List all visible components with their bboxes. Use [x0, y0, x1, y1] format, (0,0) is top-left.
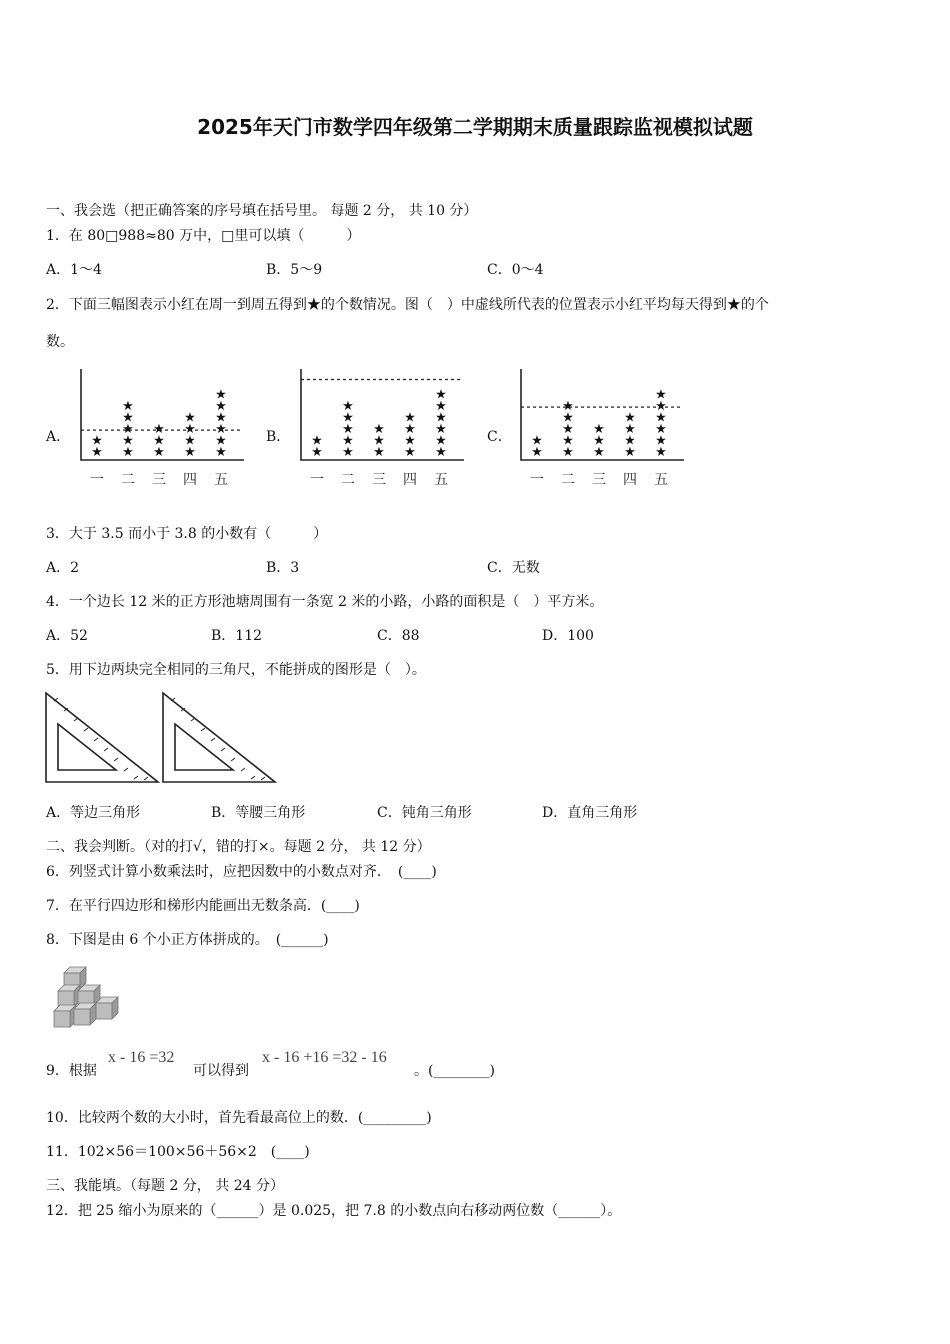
q7: 7．在平行四边形和梯形内能画出无数条高．(____) [46, 898, 360, 914]
star-a-day4-3: ★ [184, 422, 196, 437]
q4-option-c: C．88 [377, 628, 420, 644]
star-a-day3-3: ★ [153, 422, 165, 437]
star-c-day2-3: ★ [562, 422, 574, 437]
q1-option-a: A．1～4 [46, 262, 102, 278]
star-a-day3-2: ★ [153, 433, 165, 449]
star-a-day1-1: ★ [91, 445, 103, 460]
star-c-day1-2: ★ [531, 433, 543, 449]
star-c-day4-1: ★ [624, 445, 636, 460]
star-a-day4-1: ★ [184, 445, 196, 460]
day-label-a-1: 一 [90, 472, 104, 488]
day-label-a-4: 四 [183, 472, 197, 488]
day-label-b-5: 五 [434, 472, 448, 488]
q9-suffix: 。(________) [414, 1063, 495, 1079]
star-c-day2-1: ★ [562, 445, 574, 460]
q5-option-c: C．钝角三角形 [377, 805, 472, 821]
star-b-day2-2: ★ [342, 433, 354, 449]
q12: 12．把 25 缩小为原来的（______）是 0.025，把 7.8 的小数点向右移动两位数（______）。 [46, 1203, 622, 1219]
page-title: 2025年天门市数学四年级第二学期期末质量跟踪监视模拟试题 [197, 115, 753, 139]
star-a-day5-1: ★ [215, 445, 227, 460]
q9-expression-2: x - 16 +16 =32 - 16 [262, 1049, 387, 1066]
star-b-day4-3: ★ [404, 422, 416, 437]
q11: 11．102×56＝100×56＋56×2 (____) [46, 1144, 310, 1160]
cube-bottom-left [54, 1005, 76, 1027]
q5-option-a: A．等边三角形 [46, 805, 141, 821]
q10: 10．比较两个数的大小时，首先看最高位上的数．(_________) [46, 1110, 432, 1126]
star-b-day5-2: ★ [435, 433, 447, 449]
q5-option-d: D．直角三角形 [542, 805, 638, 821]
star-c-day5-5: ★ [655, 399, 667, 414]
q2-stem-line1: 2．下面三幅图表示小红在周一到周五得到★的个数情况。图（ ）中虚线所代表的位置表示小红平均每天得到★的个 [46, 297, 769, 313]
q1-stem: 1．在 80□988≈80 万中，□里可以填（ ） [46, 228, 361, 244]
day-label-b-1: 一 [310, 472, 324, 488]
q2-stem-line2: 数。 [46, 334, 74, 350]
star-b-day1-2: ★ [311, 433, 323, 449]
q2-option-c-label: C． [487, 429, 512, 445]
star-c-day3-3: ★ [593, 422, 605, 437]
day-label-a-3: 三 [152, 472, 166, 488]
q2-option-a-label: A． [46, 429, 71, 445]
day-label-a-5: 五 [214, 472, 228, 488]
q1-option-c: C．0～4 [487, 262, 544, 278]
star-c-day5-1: ★ [655, 445, 667, 460]
star-a-day2-1: ★ [122, 445, 134, 460]
star-a-day5-4: ★ [215, 410, 227, 426]
star-b-day5-6: ★ [435, 387, 447, 403]
star-b-day5-5: ★ [435, 399, 447, 414]
star-a-day2-4: ★ [122, 410, 134, 426]
day-label-b-3: 三 [372, 472, 386, 488]
q5-option-b: B．等腰三角形 [211, 805, 306, 821]
star-b-day2-3: ★ [342, 422, 354, 437]
q2-chart-a [76, 365, 256, 490]
star-a-day1-2: ★ [91, 433, 103, 449]
q2-chart-c [516, 365, 696, 490]
star-b-day2-1: ★ [342, 445, 354, 460]
star-c-day3-1: ★ [593, 445, 605, 460]
set-square-left [46, 693, 158, 782]
star-b-day5-1: ★ [435, 445, 447, 460]
star-c-day4-4: ★ [624, 410, 636, 426]
star-c-day5-4: ★ [655, 410, 667, 426]
q2-option-b-label: B． [266, 429, 291, 445]
day-label-b-2: 二 [341, 472, 355, 488]
q5-stem: 5．用下边两块完全相同的三角尺，不能拼成的图形是（ ）。 [46, 662, 426, 678]
star-b-day4-4: ★ [404, 410, 416, 426]
day-label-c-2: 二 [561, 472, 575, 488]
star-a-day4-2: ★ [184, 433, 196, 449]
star-b-day4-1: ★ [404, 445, 416, 460]
day-label-c-5: 五 [654, 472, 668, 488]
star-c-day5-6: ★ [655, 387, 667, 403]
star-a-day3-1: ★ [153, 445, 165, 460]
q3-option-c: C．无数 [487, 560, 540, 576]
star-c-day2-4: ★ [562, 410, 574, 426]
star-a-day2-2: ★ [122, 433, 134, 449]
q1-option-b: B．5～9 [266, 262, 323, 278]
star-b-day1-1: ★ [311, 445, 323, 460]
star-c-day5-2: ★ [655, 433, 667, 449]
star-a-day5-3: ★ [215, 422, 227, 437]
q9-expression-1: x - 16 =32 [108, 1049, 175, 1066]
star-b-day5-4: ★ [435, 410, 447, 426]
q2-chart-b [296, 365, 476, 490]
day-label-b-4: 四 [403, 472, 417, 488]
q9-middle: 可以得到 [193, 1063, 249, 1079]
section2-header: 二、我会判断。（对的打√，错的打×。每题 2 分， 共 12 分） [46, 839, 431, 855]
star-b-day3-2: ★ [373, 433, 385, 449]
section3-header: 三、我能填。（每题 2 分， 共 24 分） [46, 1178, 284, 1194]
star-b-day2-4: ★ [342, 410, 354, 426]
q3-option-b: B．3 [266, 560, 300, 576]
section1-header: 一、我会选（把正确答案的序号填在括号里。 每题 2 分， 共 10 分） [46, 203, 478, 219]
cube-middle-left [58, 985, 80, 1007]
star-c-day1-1: ★ [531, 445, 543, 460]
star-b-day3-1: ★ [373, 445, 385, 460]
day-label-a-2: 二 [121, 472, 135, 488]
q8: 8．下图是由 6 个小正方体拼成的。 (______) [46, 932, 329, 948]
star-a-day5-5: ★ [215, 399, 227, 414]
day-label-c-3: 三 [592, 472, 606, 488]
star-a-day4-4: ★ [184, 410, 196, 426]
day-label-c-1: 一 [530, 472, 544, 488]
q3-option-a: A．2 [46, 560, 80, 576]
star-c-day5-3: ★ [655, 422, 667, 437]
star-b-day3-3: ★ [373, 422, 385, 437]
cube-bottom-right [96, 997, 118, 1019]
star-b-day4-2: ★ [404, 433, 416, 449]
star-c-day2-2: ★ [562, 433, 574, 449]
day-label-c-4: 四 [623, 472, 637, 488]
star-a-day5-6: ★ [215, 387, 227, 403]
set-square-right [163, 693, 275, 782]
star-c-day3-2: ★ [593, 433, 605, 449]
q4-option-d: D．100 [542, 628, 594, 644]
q4-stem: 4．一个边长 12 米的正方形池塘周围有一条宽 2 米的小路，小路的面积是（ ）平方米。 [46, 594, 604, 610]
star-c-day2-5: ★ [562, 399, 574, 414]
star-a-day2-5: ★ [122, 399, 134, 414]
q6: 6．列竖式计算小数乘法时，应把因数中的小数点对齐． (____) [46, 864, 437, 880]
star-c-day4-2: ★ [624, 433, 636, 449]
cube-bottom-middle [74, 1003, 96, 1025]
q9-prefix: 9．根据 [46, 1063, 97, 1079]
star-c-day4-3: ★ [624, 422, 636, 437]
q4-option-b: B．112 [211, 628, 263, 644]
star-b-day5-3: ★ [435, 422, 447, 437]
star-a-day2-3: ★ [122, 422, 134, 437]
q5-set-squares-figure [44, 690, 279, 785]
q4-option-a: A．52 [46, 628, 88, 644]
star-a-day5-2: ★ [215, 433, 227, 449]
q3-stem: 3．大于 3.5 而小于 3.8 的小数有（ ） [46, 526, 328, 542]
q8-cubes-figure [50, 965, 122, 1030]
star-b-day2-5: ★ [342, 399, 354, 414]
